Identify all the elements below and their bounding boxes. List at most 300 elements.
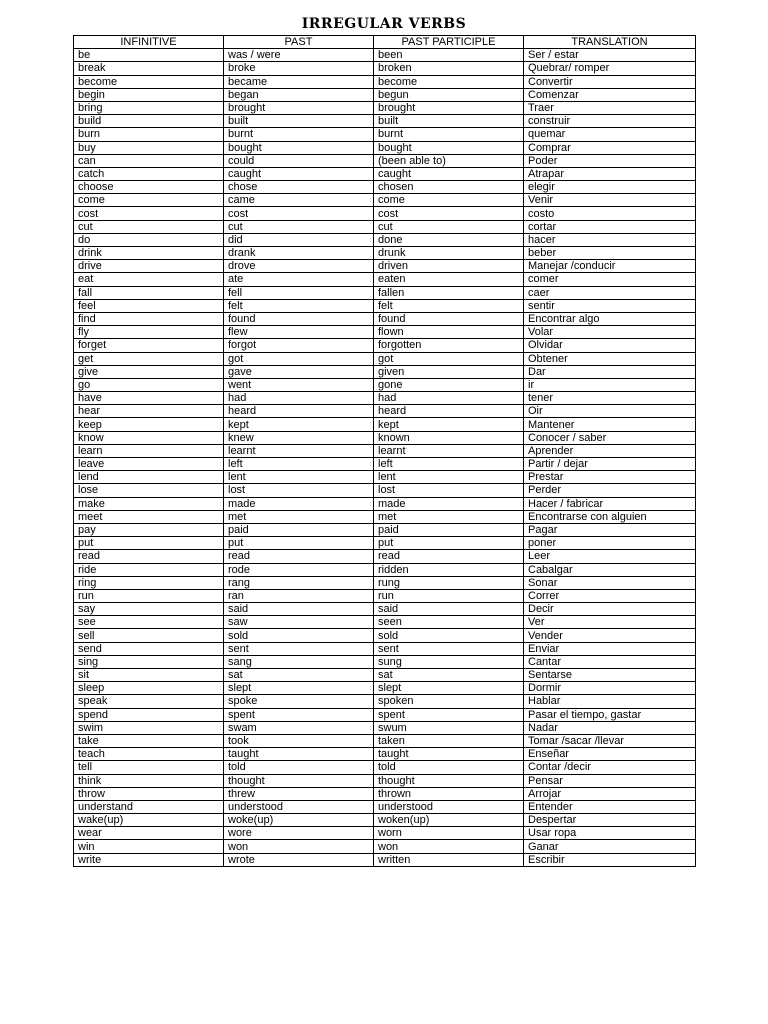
- infinitive-cell: send: [74, 642, 224, 655]
- past-participle-cell: ridden: [374, 563, 524, 576]
- past-cell: told: [224, 761, 374, 774]
- infinitive-cell: go: [74, 378, 224, 391]
- translation-cell: Cabalgar: [524, 563, 696, 576]
- past-participle-cell: got: [374, 352, 524, 365]
- translation-cell: Enseñar: [524, 748, 696, 761]
- past-participle-cell: had: [374, 392, 524, 405]
- infinitive-cell: make: [74, 497, 224, 510]
- translation-cell: Despertar: [524, 814, 696, 827]
- past-cell: woke(up): [224, 814, 374, 827]
- table-row: [74, 444, 696, 457]
- translation-cell: Oir: [524, 405, 696, 418]
- past-cell: was / were: [224, 49, 374, 62]
- past-cell: bought: [224, 141, 374, 154]
- past-participle-cell: put: [374, 537, 524, 550]
- table-row: [74, 708, 696, 721]
- past-cell: left: [224, 458, 374, 471]
- past-cell: sat: [224, 669, 374, 682]
- infinitive-cell: understand: [74, 800, 224, 813]
- infinitive-cell: feel: [74, 299, 224, 312]
- translation-cell: Arrojar: [524, 787, 696, 800]
- infinitive-cell: bring: [74, 101, 224, 114]
- past-cell: sent: [224, 642, 374, 655]
- translation-cell: beber: [524, 247, 696, 260]
- infinitive-cell: tell: [74, 761, 224, 774]
- past-participle-cell: seen: [374, 616, 524, 629]
- infinitive-cell: take: [74, 734, 224, 747]
- past-participle-cell: fallen: [374, 286, 524, 299]
- table-row: [74, 537, 696, 550]
- translation-cell: Escribir: [524, 853, 696, 866]
- page-title: IRREGULAR VERBS: [301, 16, 467, 32]
- translation-cell: Venir: [524, 194, 696, 207]
- table-row: [74, 510, 696, 523]
- translation-cell: Comprar: [524, 141, 696, 154]
- past-participle-cell: (been able to): [374, 154, 524, 167]
- past-cell: kept: [224, 418, 374, 431]
- translation-cell: Sentarse: [524, 669, 696, 682]
- past-cell: slept: [224, 682, 374, 695]
- infinitive-cell: drink: [74, 247, 224, 260]
- past-participle-cell: kept: [374, 418, 524, 431]
- table-row: [74, 115, 696, 128]
- infinitive-cell: have: [74, 392, 224, 405]
- past-participle-cell: cost: [374, 207, 524, 220]
- infinitive-cell: begin: [74, 88, 224, 101]
- past-cell: went: [224, 378, 374, 391]
- past-participle-cell: left: [374, 458, 524, 471]
- past-cell: understood: [224, 800, 374, 813]
- past-participle-cell: sent: [374, 642, 524, 655]
- translation-cell: Prestar: [524, 471, 696, 484]
- infinitive-cell: ride: [74, 563, 224, 576]
- infinitive-cell: wake(up): [74, 814, 224, 827]
- infinitive-cell: find: [74, 312, 224, 325]
- past-participle-cell: built: [374, 115, 524, 128]
- infinitive-cell: come: [74, 194, 224, 207]
- past-participle-cell: woken(up): [374, 814, 524, 827]
- past-cell: took: [224, 734, 374, 747]
- table-row: [74, 378, 696, 391]
- translation-cell: Partir / dejar: [524, 458, 696, 471]
- past-participle-cell: begun: [374, 88, 524, 101]
- infinitive-cell: cost: [74, 207, 224, 220]
- past-cell: spoke: [224, 695, 374, 708]
- past-participle-cell: thrown: [374, 787, 524, 800]
- translation-cell: sentir: [524, 299, 696, 312]
- past-cell: caught: [224, 167, 374, 180]
- past-cell: saw: [224, 616, 374, 629]
- translation-cell: Aprender: [524, 444, 696, 457]
- table-row: [74, 326, 696, 339]
- translation-cell: construir: [524, 115, 696, 128]
- table-row: [74, 312, 696, 325]
- table-row: [74, 233, 696, 246]
- translation-cell: Cantar: [524, 655, 696, 668]
- past-participle-cell: found: [374, 312, 524, 325]
- table-row: [74, 405, 696, 418]
- past-cell: won: [224, 840, 374, 853]
- table-row: [74, 418, 696, 431]
- translation-cell: Leer: [524, 550, 696, 563]
- table-row: [74, 774, 696, 787]
- infinitive-cell: choose: [74, 181, 224, 194]
- past-participle-cell: cut: [374, 220, 524, 233]
- column-header-past: PAST: [224, 36, 374, 49]
- translation-cell: Pagar: [524, 523, 696, 536]
- table-row: [74, 49, 696, 62]
- table-row: [74, 286, 696, 299]
- past-participle-cell: drunk: [374, 247, 524, 260]
- translation-cell: Tomar /sacar /llevar: [524, 734, 696, 747]
- infinitive-cell: meet: [74, 510, 224, 523]
- table-row: [74, 550, 696, 563]
- past-cell: read: [224, 550, 374, 563]
- past-cell: thought: [224, 774, 374, 787]
- translation-cell: Hacer / fabricar: [524, 497, 696, 510]
- translation-cell: Ver: [524, 616, 696, 629]
- past-participle-cell: sold: [374, 629, 524, 642]
- past-cell: sold: [224, 629, 374, 642]
- past-participle-cell: flown: [374, 326, 524, 339]
- table-row: [74, 247, 696, 260]
- past-cell: sang: [224, 655, 374, 668]
- past-cell: flew: [224, 326, 374, 339]
- translation-cell: ir: [524, 378, 696, 391]
- past-participle-cell: slept: [374, 682, 524, 695]
- infinitive-cell: sell: [74, 629, 224, 642]
- past-cell: got: [224, 352, 374, 365]
- past-participle-cell: lost: [374, 484, 524, 497]
- table-row: [74, 194, 696, 207]
- infinitive-cell: lose: [74, 484, 224, 497]
- translation-cell: Decir: [524, 603, 696, 616]
- past-cell: found: [224, 312, 374, 325]
- past-cell: taught: [224, 748, 374, 761]
- translation-cell: Convertir: [524, 75, 696, 88]
- table-row: [74, 695, 696, 708]
- translation-cell: Manejar /conducir: [524, 260, 696, 273]
- past-cell: made: [224, 497, 374, 510]
- past-participle-cell: said: [374, 603, 524, 616]
- table-row: [74, 484, 696, 497]
- infinitive-cell: leave: [74, 458, 224, 471]
- past-participle-cell: rung: [374, 576, 524, 589]
- past-participle-cell: gone: [374, 378, 524, 391]
- translation-cell: Vender: [524, 629, 696, 642]
- translation-cell: Encontrar algo: [524, 312, 696, 325]
- infinitive-cell: spend: [74, 708, 224, 721]
- past-participle-cell: won: [374, 840, 524, 853]
- infinitive-cell: give: [74, 365, 224, 378]
- table-row: [74, 207, 696, 220]
- translation-cell: Comenzar: [524, 88, 696, 101]
- infinitive-cell: see: [74, 616, 224, 629]
- translation-cell: poner: [524, 537, 696, 550]
- column-header-translation: TRANSLATION: [524, 36, 696, 49]
- table-row: [74, 840, 696, 853]
- past-participle-cell: swum: [374, 721, 524, 734]
- past-participle-cell: taken: [374, 734, 524, 747]
- past-cell: gave: [224, 365, 374, 378]
- translation-cell: Conocer / saber: [524, 431, 696, 444]
- past-participle-cell: read: [374, 550, 524, 563]
- past-cell: drove: [224, 260, 374, 273]
- past-cell: heard: [224, 405, 374, 418]
- table-row: [74, 814, 696, 827]
- table-row: [74, 471, 696, 484]
- column-header-past-participle: PAST PARTICIPLE: [374, 36, 524, 49]
- infinitive-cell: learn: [74, 444, 224, 457]
- past-cell: said: [224, 603, 374, 616]
- infinitive-cell: speak: [74, 695, 224, 708]
- translation-cell: Olvidar: [524, 339, 696, 352]
- translation-cell: Volar: [524, 326, 696, 339]
- past-participle-cell: chosen: [374, 181, 524, 194]
- past-cell: came: [224, 194, 374, 207]
- infinitive-cell: run: [74, 589, 224, 602]
- infinitive-cell: write: [74, 853, 224, 866]
- infinitive-cell: lend: [74, 471, 224, 484]
- past-cell: built: [224, 115, 374, 128]
- past-cell: did: [224, 233, 374, 246]
- table-row: [74, 88, 696, 101]
- translation-cell: Dar: [524, 365, 696, 378]
- infinitive-cell: swim: [74, 721, 224, 734]
- table-header-row: [74, 36, 696, 49]
- translation-cell: Atrapar: [524, 167, 696, 180]
- table-row: [74, 352, 696, 365]
- translation-cell: Contar /decir: [524, 761, 696, 774]
- past-participle-cell: written: [374, 853, 524, 866]
- infinitive-cell: fly: [74, 326, 224, 339]
- infinitive-cell: cut: [74, 220, 224, 233]
- infinitive-cell: do: [74, 233, 224, 246]
- infinitive-cell: keep: [74, 418, 224, 431]
- table-row: [74, 365, 696, 378]
- past-cell: fell: [224, 286, 374, 299]
- translation-cell: hacer: [524, 233, 696, 246]
- past-participle-cell: eaten: [374, 273, 524, 286]
- table-row: [74, 273, 696, 286]
- infinitive-cell: wear: [74, 827, 224, 840]
- translation-cell: tener: [524, 392, 696, 405]
- past-cell: lost: [224, 484, 374, 497]
- past-cell: forgot: [224, 339, 374, 352]
- past-cell: knew: [224, 431, 374, 444]
- infinitive-cell: get: [74, 352, 224, 365]
- past-participle-cell: worn: [374, 827, 524, 840]
- past-participle-cell: forgotten: [374, 339, 524, 352]
- table-row: [74, 642, 696, 655]
- past-participle-cell: spoken: [374, 695, 524, 708]
- translation-cell: elegir: [524, 181, 696, 194]
- table-row: [74, 220, 696, 233]
- past-participle-cell: paid: [374, 523, 524, 536]
- past-cell: swam: [224, 721, 374, 734]
- past-cell: drank: [224, 247, 374, 260]
- translation-cell: Ser / estar: [524, 49, 696, 62]
- infinitive-cell: become: [74, 75, 224, 88]
- past-participle-cell: driven: [374, 260, 524, 273]
- translation-cell: Encontrarse con alguien: [524, 510, 696, 523]
- past-cell: chose: [224, 181, 374, 194]
- past-participle-cell: told: [374, 761, 524, 774]
- past-cell: learnt: [224, 444, 374, 457]
- table-row: [74, 603, 696, 616]
- table-row: [74, 655, 696, 668]
- past-participle-cell: met: [374, 510, 524, 523]
- translation-cell: Obtener: [524, 352, 696, 365]
- past-cell: lent: [224, 471, 374, 484]
- table-row: [74, 392, 696, 405]
- infinitive-cell: drive: [74, 260, 224, 273]
- past-cell: put: [224, 537, 374, 550]
- past-participle-cell: burnt: [374, 128, 524, 141]
- past-participle-cell: learnt: [374, 444, 524, 457]
- past-cell: could: [224, 154, 374, 167]
- past-participle-cell: done: [374, 233, 524, 246]
- past-participle-cell: come: [374, 194, 524, 207]
- table-row: [74, 431, 696, 444]
- translation-cell: costo: [524, 207, 696, 220]
- past-cell: became: [224, 75, 374, 88]
- infinitive-cell: know: [74, 431, 224, 444]
- past-participle-cell: felt: [374, 299, 524, 312]
- table-row: [74, 827, 696, 840]
- table-row: [74, 682, 696, 695]
- infinitive-cell: read: [74, 550, 224, 563]
- infinitive-cell: catch: [74, 167, 224, 180]
- past-cell: paid: [224, 523, 374, 536]
- past-cell: felt: [224, 299, 374, 312]
- past-cell: cut: [224, 220, 374, 233]
- translation-cell: Traer: [524, 101, 696, 114]
- past-cell: brought: [224, 101, 374, 114]
- table-row: [74, 629, 696, 642]
- past-participle-cell: understood: [374, 800, 524, 813]
- past-cell: rode: [224, 563, 374, 576]
- past-participle-cell: caught: [374, 167, 524, 180]
- past-cell: began: [224, 88, 374, 101]
- table-row: [74, 616, 696, 629]
- translation-cell: Nadar: [524, 721, 696, 734]
- infinitive-cell: sing: [74, 655, 224, 668]
- table-row: [74, 154, 696, 167]
- table-body: [74, 49, 696, 867]
- table-row: [74, 748, 696, 761]
- table-row: [74, 260, 696, 273]
- past-participle-cell: heard: [374, 405, 524, 418]
- translation-cell: Enviar: [524, 642, 696, 655]
- translation-cell: Sonar: [524, 576, 696, 589]
- table-row: [74, 576, 696, 589]
- infinitive-cell: sleep: [74, 682, 224, 695]
- translation-cell: Perder: [524, 484, 696, 497]
- table-row: [74, 62, 696, 75]
- translation-cell: Correr: [524, 589, 696, 602]
- table-row: [74, 181, 696, 194]
- table-row: [74, 75, 696, 88]
- table-row: [74, 523, 696, 536]
- past-participle-cell: taught: [374, 748, 524, 761]
- past-cell: spent: [224, 708, 374, 721]
- translation-cell: comer: [524, 273, 696, 286]
- infinitive-cell: forget: [74, 339, 224, 352]
- infinitive-cell: pay: [74, 523, 224, 536]
- column-header-infinitive: INFINITIVE: [74, 36, 224, 49]
- table-row: [74, 721, 696, 734]
- translation-cell: Usar ropa: [524, 827, 696, 840]
- table-row: [74, 167, 696, 180]
- past-cell: met: [224, 510, 374, 523]
- table-row: [74, 339, 696, 352]
- translation-cell: quemar: [524, 128, 696, 141]
- past-participle-cell: been: [374, 49, 524, 62]
- table-row: [74, 734, 696, 747]
- infinitive-cell: break: [74, 62, 224, 75]
- past-participle-cell: brought: [374, 101, 524, 114]
- infinitive-cell: can: [74, 154, 224, 167]
- table-row: [74, 458, 696, 471]
- table-row: [74, 101, 696, 114]
- table-row: [74, 128, 696, 141]
- table-row: [74, 800, 696, 813]
- past-cell: wrote: [224, 853, 374, 866]
- infinitive-cell: throw: [74, 787, 224, 800]
- past-participle-cell: sung: [374, 655, 524, 668]
- past-participle-cell: lent: [374, 471, 524, 484]
- table-row: [74, 853, 696, 866]
- translation-cell: Pasar el tiempo, gastar: [524, 708, 696, 721]
- past-cell: broke: [224, 62, 374, 75]
- table-row: [74, 589, 696, 602]
- infinitive-cell: build: [74, 115, 224, 128]
- table-row: [74, 761, 696, 774]
- translation-cell: Poder: [524, 154, 696, 167]
- table-row: [74, 787, 696, 800]
- table-row: [74, 563, 696, 576]
- infinitive-cell: ring: [74, 576, 224, 589]
- translation-cell: Mantener: [524, 418, 696, 431]
- table-row: [74, 497, 696, 510]
- table-row: [74, 299, 696, 312]
- past-participle-cell: known: [374, 431, 524, 444]
- translation-cell: cortar: [524, 220, 696, 233]
- past-cell: had: [224, 392, 374, 405]
- past-participle-cell: sat: [374, 669, 524, 682]
- past-participle-cell: made: [374, 497, 524, 510]
- past-participle-cell: become: [374, 75, 524, 88]
- translation-cell: Ganar: [524, 840, 696, 853]
- infinitive-cell: sit: [74, 669, 224, 682]
- translation-cell: Quebrar/ romper: [524, 62, 696, 75]
- past-participle-cell: given: [374, 365, 524, 378]
- past-participle-cell: run: [374, 589, 524, 602]
- irregular-verbs-table: [73, 35, 696, 867]
- infinitive-cell: say: [74, 603, 224, 616]
- past-participle-cell: thought: [374, 774, 524, 787]
- infinitive-cell: burn: [74, 128, 224, 141]
- past-participle-cell: bought: [374, 141, 524, 154]
- past-cell: burnt: [224, 128, 374, 141]
- translation-cell: Dormir: [524, 682, 696, 695]
- translation-cell: caer: [524, 286, 696, 299]
- translation-cell: Hablar: [524, 695, 696, 708]
- past-participle-cell: broken: [374, 62, 524, 75]
- past-cell: ran: [224, 589, 374, 602]
- infinitive-cell: hear: [74, 405, 224, 418]
